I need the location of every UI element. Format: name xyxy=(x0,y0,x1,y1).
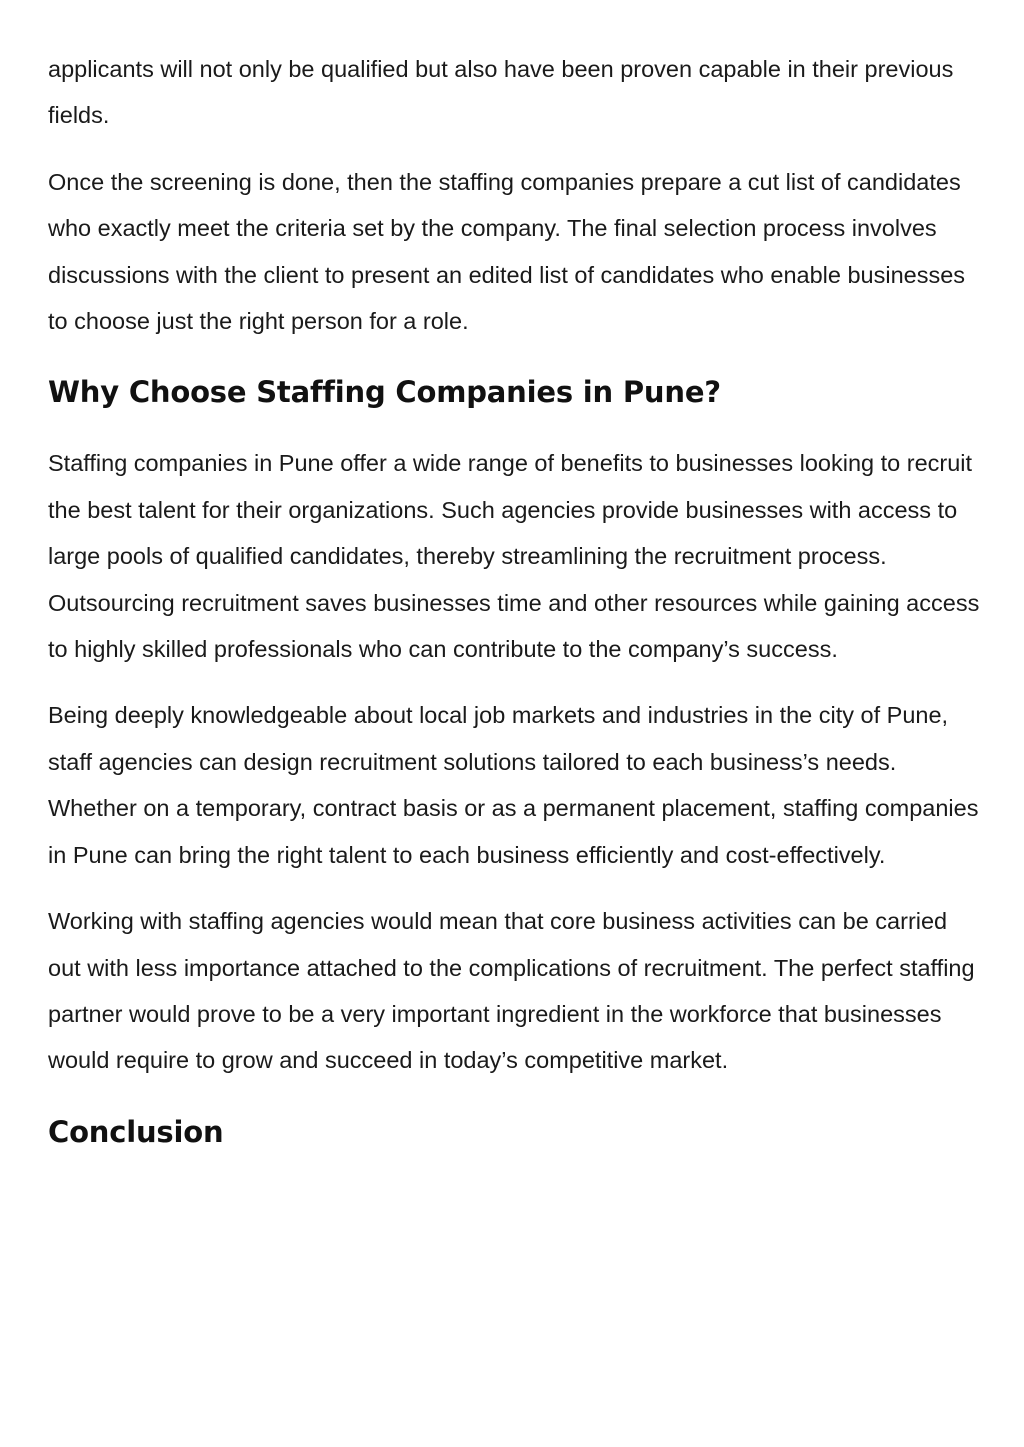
heading-conclusion: Conclusion xyxy=(48,1114,224,1149)
document-page xyxy=(48,46,983,1180)
paragraph-working-with-agencies: Working with staffing agencies would mean that core business activities can be carried out with less importance attached to the complications of recruitment. The perfect staffing partner would prove to be a very important ingredient in the workforce that businesses would require to grow and succeed in today’s competitive market. xyxy=(48,908,975,1074)
paragraph-screening: Once the screening is done, then the staffing companies prepare a cut list of candidates who exactly meet the criteria set by the company. The final selection process involves discussions with the client to present an edited list of candidates who enable businesses to choose just the right person for a role. xyxy=(48,168,966,335)
paragraph-benefits: Staffing companies in Pune offer a wide range of benefits to businesses looking to recruit the best talent for their organizations. Such agencies provide businesses with access to large pools of qualified candidates, thereby streamlining the recruitment process. Outsourcing recruitment saves businesses time and other resources while gaining access to highly skilled professionals who can contribute to the company’s success. xyxy=(48,450,980,663)
paragraph-applicants: applicants will not only be qualified but also have been proven capable in their previous fields. xyxy=(48,56,954,129)
heading-why-choose: Why Choose Staffing Companies in Pune? xyxy=(48,375,721,410)
paragraph-local-knowledge: Being deeply knowledgeable about local job markets and industries in the city of Pune, staff agencies can design recruitment solutions tailored to each business’s needs. Whether on a temporary, contract basis or as a permanent placement, staffing companies in Pune can bring the right talent to each business efficiently and cost-effectively. xyxy=(48,702,979,868)
